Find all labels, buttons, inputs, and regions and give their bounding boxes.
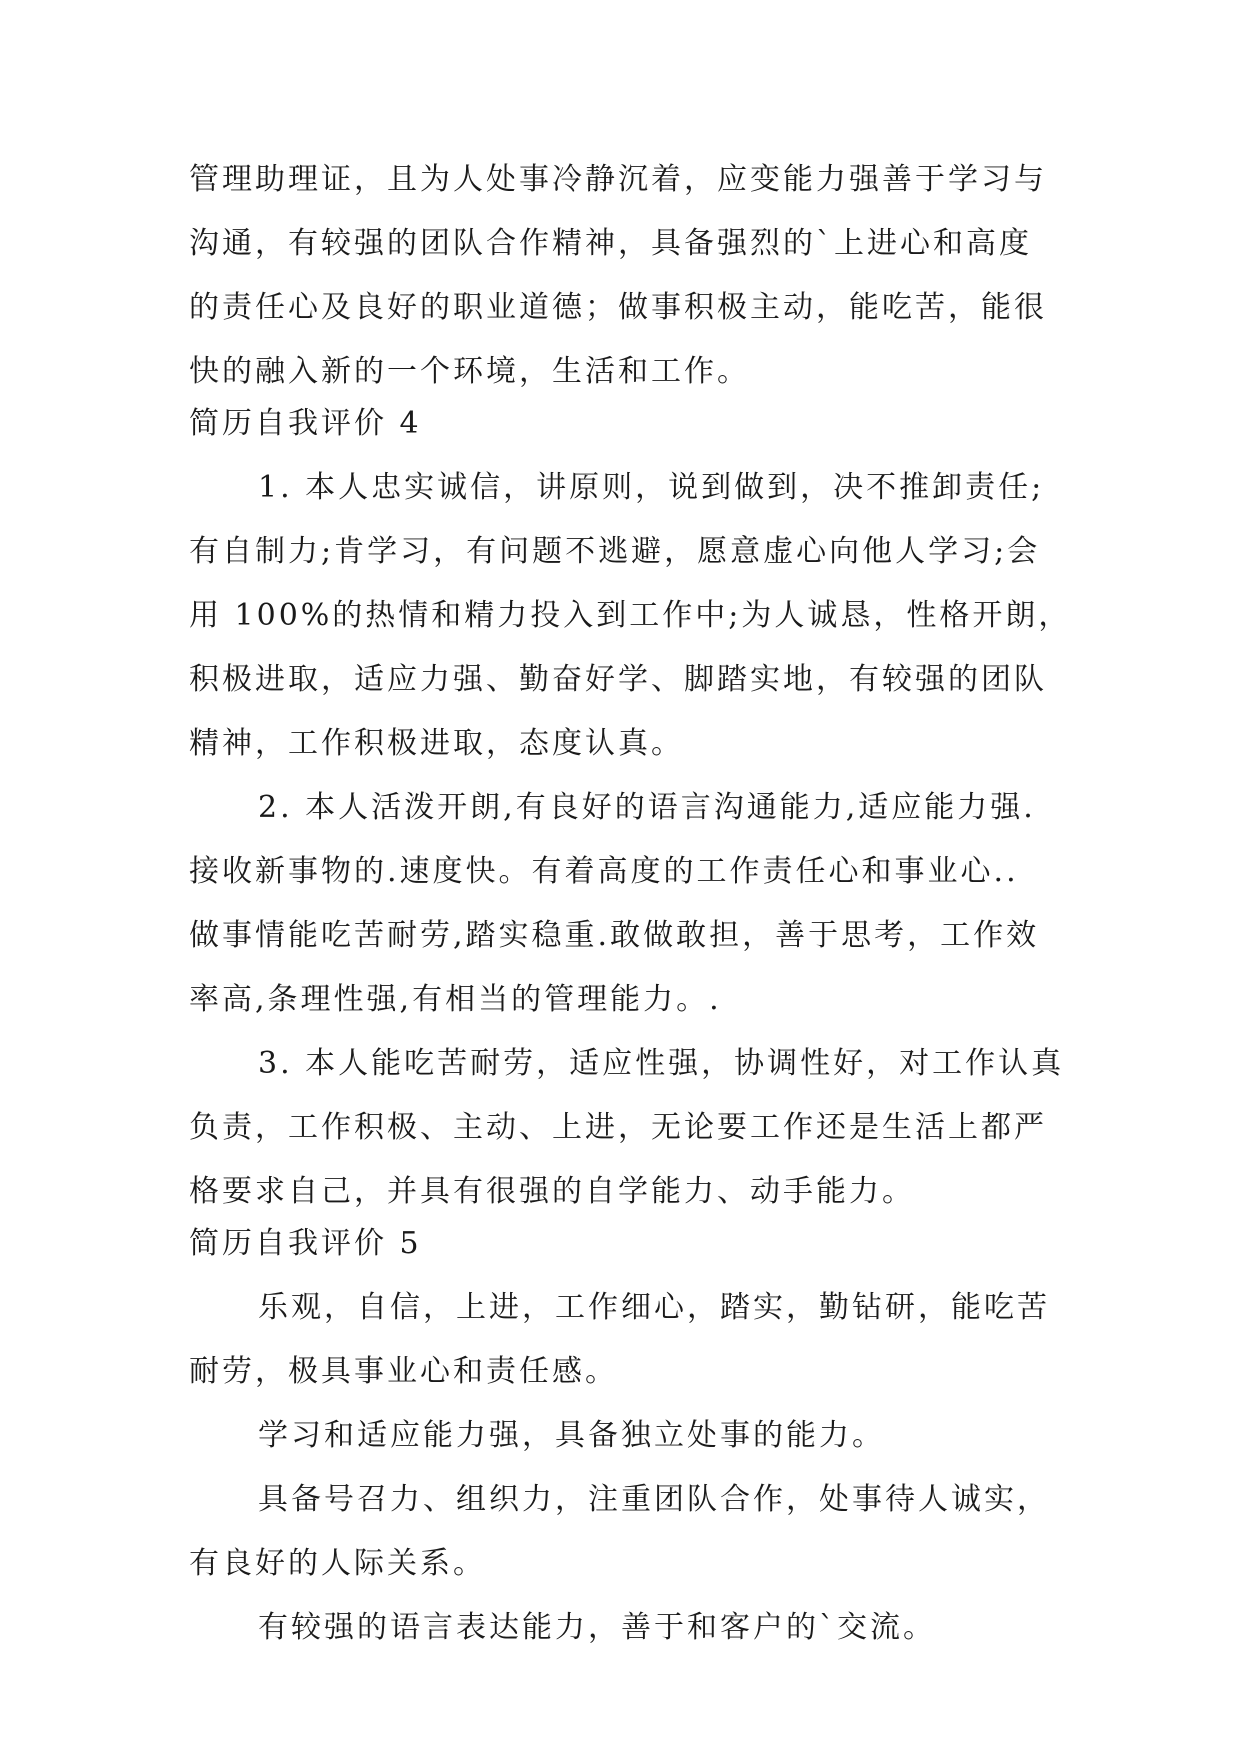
paragraph-line: 积极进取，适应力强、勤奋好学、脚踏实地，有较强的团队: [189, 662, 1047, 697]
paragraph-line: 具备号召力、组织力，注重团队合作，处事待人诚实，: [258, 1482, 1050, 1517]
paragraph-line: 格要求自己，并具有很强的自学能力、动手能力。: [189, 1174, 915, 1209]
paragraph-line: 接收新事物的.速度快。有着高度的工作责任心和事业心..: [189, 854, 1019, 889]
paragraph-line: 快的融入新的一个环境，生活和工作。: [189, 354, 750, 389]
paragraph-line: 率高,条理性强,有相当的管理能力。.: [189, 982, 722, 1017]
paragraph-line: 有自制力;肯学习，有问题不逃避，愿意虚心向他人学习;会: [189, 534, 1041, 569]
paragraph-line: 精神，工作积极进取，态度认真。: [189, 726, 684, 761]
paragraph-line: 2. 本人活泼开朗,有良好的语言沟通能力,适应能力强.: [258, 790, 1036, 825]
paragraph-line: 做事情能吃苦耐劳,踏实稳重.敢做敢担，善于思考，工作效: [189, 918, 1040, 953]
section-heading: 简历自我评价 5: [189, 1226, 422, 1261]
paragraph-line: 管理助理证，且为人处事冷静沉着，应变能力强善于学习与: [189, 162, 1047, 197]
section-heading: 简历自我评价 4: [189, 406, 422, 441]
paragraph-line: 乐观，自信，上进，工作细心，踏实，勤钻研，能吃苦: [258, 1290, 1050, 1325]
paragraph-line: 沟通，有较强的团队合作精神，具备强烈的`上进心和高度: [189, 226, 1032, 261]
paragraph-line: 有较强的语言表达能力，善于和客户的`交流。: [258, 1610, 936, 1645]
paragraph-line: 负责，工作积极、主动、上进，无论要工作还是生活上都严: [189, 1110, 1047, 1145]
paragraph-line: 3. 本人能吃苦耐劳，适应性强，协调性好，对工作认真: [258, 1046, 1065, 1081]
paragraph-line: 的责任心及良好的职业道德；做事积极主动，能吃苦，能很: [189, 290, 1047, 325]
paragraph-line: 1. 本人忠实诚信，讲原则，说到做到，决不推卸责任;: [258, 470, 1045, 505]
paragraph-line: 耐劳，极具事业心和责任感。: [189, 1354, 618, 1389]
paragraph-line: 有良好的人际关系。: [189, 1546, 486, 1581]
paragraph-line: 学习和适应能力强，具备独立处事的能力。: [258, 1418, 885, 1453]
paragraph-line: 用 100%的热情和精力投入到工作中;为人诚恳，性格开朗，: [189, 598, 1072, 633]
